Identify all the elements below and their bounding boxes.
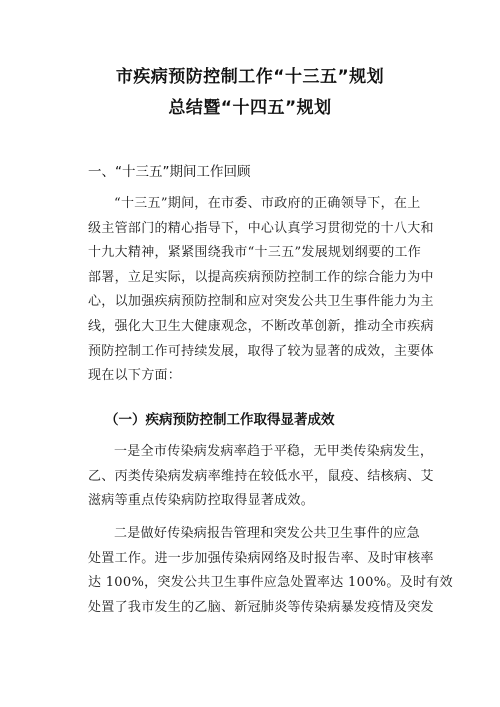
paragraph-1 (88, 192, 434, 389)
paragraph-2 (88, 440, 434, 514)
paragraph-line: “十三五”期间，在市委、市政府的正确领导下，在上 (114, 196, 421, 211)
paragraph-line: 一是全市传染病发病率趋于平稳，无甲类传染病发生， (114, 444, 434, 459)
document-title-line1: 市疾病预防控制工作“十三五”规划 (115, 67, 385, 87)
paragraph-line: 二是做好传染病报告管理和突发公共卫生事件的应急 (114, 526, 420, 541)
paragraph-line: 级主管部门的精心指导下，中心认真学习贯彻党的十八大和 (88, 220, 434, 236)
paragraph-line: 十九大精神，紧紧围绕我市“十三五”发展规划纲要的工作 (88, 245, 422, 261)
paragraph-line: 线，强化大卫生大健康观念，不断改革创新，推动全市疾病 (88, 318, 434, 334)
paragraph-line: 处置工作。进一步加强传染病网络及时报告率、及时审核率 (88, 550, 434, 566)
paragraph-line: 处置了我市发生的乙脑、新冠肺炎等传染病暴发疫情及突发 (88, 599, 434, 615)
paragraph-line: 现在以下方面： (88, 368, 182, 384)
paragraph-line: 预防控制工作可持续发展，取得了较为显著的成效，主要体 (88, 343, 434, 359)
paragraph-line: 乙、丙类传染病发病率维持在较低水平，鼠疫、结核病、艾 (88, 468, 434, 484)
paragraph-3 (88, 522, 453, 620)
subsection1-heading: （一）疾病预防控制工作取得显著成效 (105, 412, 335, 428)
document-title-line2: 总结暨“十四五”规划 (168, 98, 332, 118)
section1-heading: 一、“十三五”期间工作回顾 (88, 164, 251, 180)
paragraph-line: 心，以加强疾病预防控制和应对突发公共卫生事件能力为主 (88, 294, 434, 310)
paragraph-line: 部署，立足实际，以提高疾病预防控制工作的综合能力为中 (88, 269, 434, 285)
paragraph-line: 滋病等重点传染病防控取得显著成效。 (88, 493, 315, 509)
paragraph-line: 达 100%，突发公共卫生事件应急处置率达 100%。及时有效 (88, 575, 453, 591)
